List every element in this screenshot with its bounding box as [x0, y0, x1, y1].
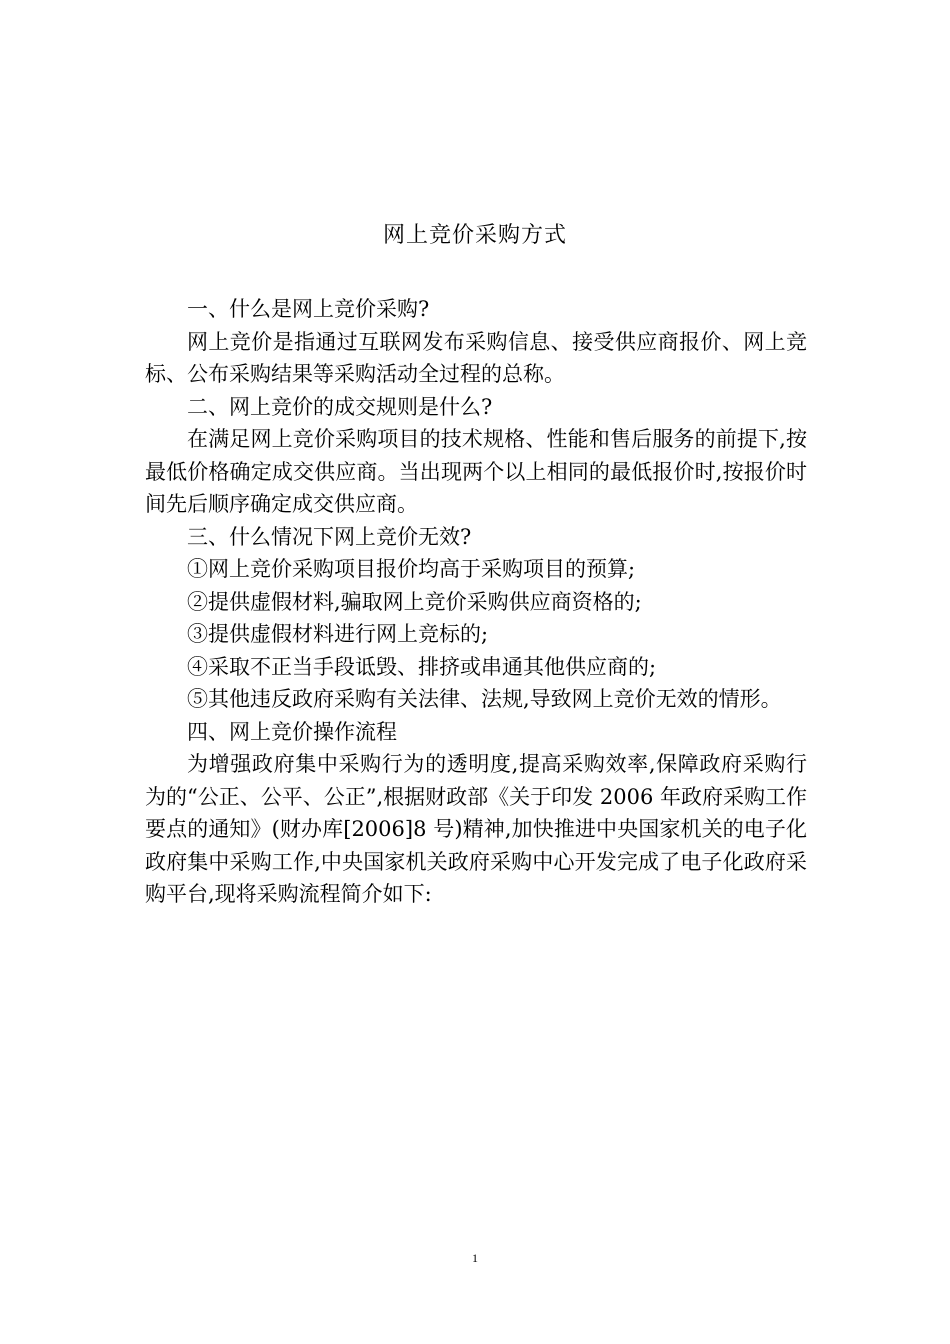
- invalid-item-5: ⑤其他违反政府采购有关法律、法规,导致网上竞价无效的情形。: [187, 687, 782, 711]
- document-title: 网上竞价采购方式: [382, 223, 567, 248]
- paragraph-process: 为增强政府集中采购行为的透明度,提高采购效率,保障政府采购行为的“公正、公平、公正”,根据财政部《关于印发 2006 年政府采购工作要点的通知》(财办库[2006]8 号)精神,加快推进中央国家机关的电子化政府集中采购工作,中央国家机关政府采购中心开发完成了电子化政府采购平台,现将采购流程简介如下:: [145, 752, 807, 906]
- heading-what-is: 一、什么是网上竞价采购?: [187, 297, 430, 321]
- heading-rules: 二、网上竞价的成交规则是什么?: [187, 394, 493, 419]
- invalid-item-4: ④采取不正当手段诋毁、排挤或串通其他供应商的;: [187, 654, 657, 679]
- paragraph-definition: 网上竞价是指通过互联网发布采购信息、接受供应商报价、网上竞标、公布采购结果等采购活动全过程的总称。: [145, 329, 807, 386]
- heading-process: 四、网上竞价操作流程: [187, 719, 397, 744]
- invalid-item-1: ①网上竞价采购项目报价均高于采购项目的预算;: [187, 557, 636, 581]
- heading-invalid: 三、什么情况下网上竞价无效?: [187, 524, 472, 549]
- invalid-item-2: ②提供虚假材料,骗取网上竞价采购供应商资格的;: [187, 589, 642, 614]
- paragraph-rules: 在满足网上竞价采购项目的技术规格、性能和售后服务的前提下,按最低价格确定成交供应商。当出现两个以上相同的最低报价时,按报价时间先后顺序确定成交供应商。: [145, 427, 807, 516]
- page-number: 1: [472, 1251, 478, 1265]
- invalid-item-3: ③提供虚假材料进行网上竞标的;: [187, 622, 489, 646]
- document-body: [145, 293, 807, 911]
